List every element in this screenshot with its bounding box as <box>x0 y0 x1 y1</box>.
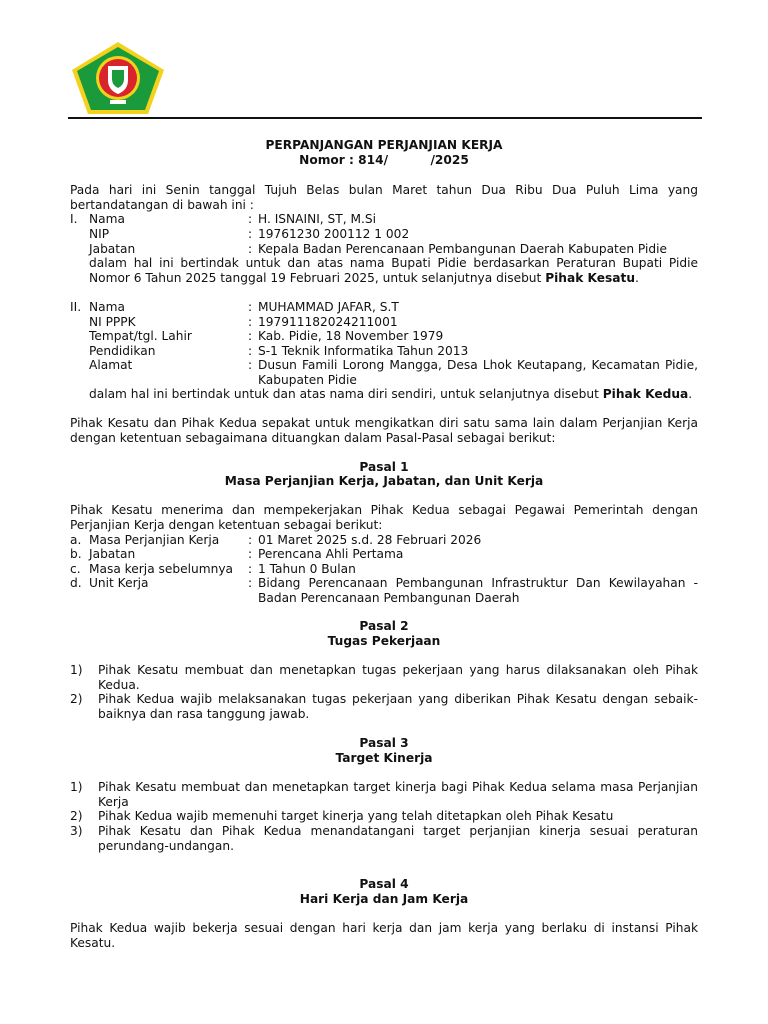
pasal1-subheading: Masa Perjanjian Kerja, Jabatan, dan Unit Kerja <box>224 474 544 488</box>
pasal1-item-label: Jabatan <box>89 547 136 561</box>
pasal2-item-text: Pihak Kedua wajib melaksanakan tugas pekerjaan yang diberikan Pihak Kesatu dengan sebaik-baiknya dan rasa tanggung jawab. <box>98 692 698 721</box>
pasal1-item-value: : Bidang Perencanaan Pembangunan Infrastruktur Dan Kewilayahan - Badan Perencanaan Pembangunan Daerah <box>248 576 698 605</box>
party2-education-label: Pendidikan <box>89 344 156 358</box>
party1-name-label: Nama <box>89 212 125 226</box>
party1-position-value: : Kepala Badan Perencanaan Pembangunan Daerah Kabupaten Pidie <box>248 242 668 256</box>
pasal2-item-marker: 1) <box>70 663 83 677</box>
pasal3-item-marker: 1) <box>70 780 83 794</box>
pasal3-heading: Pasal 3 <box>359 736 409 750</box>
pasal1-item-label: Unit Kerja <box>89 576 149 590</box>
document-title: PERPANJANGAN PERJANJIAN KERJA <box>265 138 503 152</box>
pasal1-item-marker: b. <box>70 547 82 561</box>
party2-education-value: : S-1 Teknik Informatika Tahun 2013 <box>248 344 469 358</box>
party2-statement: dalam hal ini bertindak untuk dan atas nama diri sendiri, untuk selanjutnya disebut Pihak Kedua. <box>89 387 693 401</box>
pasal1-item-label: Masa Perjanjian Kerja <box>89 533 220 547</box>
pasal1-item-value: : 01 Maret 2025 s.d. 28 Februari 2026 <box>248 533 482 547</box>
party2-name-label: Nama <box>89 300 125 314</box>
pasal1-item-value: : Perencana Ahli Pertama <box>248 547 404 561</box>
pasal3-item-text: Pihak Kesatu membuat dan menetapkan target kinerja bagi Pihak Kedua selama masa Perjanjian Kerja <box>98 780 698 809</box>
party2-address-value: : Dusun Famili Lorong Mangga, Desa Lhok Keutapang, Kecamatan Pidie, Kabupaten Pidie <box>248 358 698 387</box>
party2-name-value: : MUHAMMAD JAFAR, S.T <box>248 300 399 314</box>
pasal2-heading: Pasal 2 <box>359 619 409 633</box>
party2-numeral: II. <box>70 300 82 314</box>
pasal1-intro: Pihak Kesatu menerima dan mempekerjakan Pihak Kedua sebagai Pegawai Pemerintah dengan Perjanjian Kerja dengan ketentuan sebagai berikut: <box>70 503 698 532</box>
pasal1-item-marker: c. <box>70 562 81 576</box>
pasal1-item-marker: d. <box>70 576 82 590</box>
pasal4-subheading: Hari Kerja dan Jam Kerja <box>299 892 469 906</box>
pasal2-item-text: Pihak Kesatu membuat dan menetapkan tugas pekerjaan yang harus dilaksanakan oleh Pihak Kedua. <box>98 663 698 692</box>
party1-name-value: : H. ISNAINI, ST, M.Si <box>248 212 376 226</box>
pasal4-text: Pihak Kedua wajib bekerja sesuai dengan hari kerja dan jam kerja yang berlaku di instansi Pihak Kesatu. <box>70 921 698 950</box>
pasal3-item-text: Pihak Kedua wajib memenuhi target kinerja yang telah ditetapkan oleh Pihak Kesatu <box>98 809 614 823</box>
party1-position-label: Jabatan <box>89 242 136 256</box>
party2-birth-value: : Kab. Pidie, 18 November 1979 <box>248 329 444 343</box>
pasal3-item-text: Pihak Kesatu dan Pihak Kedua menandatangani target perjanjian kinerja sesuai peraturan perundang-undangan. <box>98 824 698 853</box>
pasal1-item-marker: a. <box>70 533 82 547</box>
document-number: Nomor : 814/ /2025 <box>299 153 469 167</box>
header-divider <box>68 117 702 119</box>
pidie-regency-emblem <box>70 40 166 116</box>
party1-statement: dalam hal ini bertindak untuk dan atas nama Bupati Pidie berdasarkan Peraturan Bupati Pidie Nomor 6 Tahun 2025 tanggal 19 Februari 2025, untuk selanjutnya disebut Pihak Kesatu. <box>89 256 698 285</box>
pasal2-subheading: Tugas Pekerjaan <box>327 634 441 648</box>
party2-nipppk-value: : 197911182024211001 <box>248 315 398 329</box>
party1-nip-label: NIP <box>89 227 110 241</box>
pasal3-item-marker: 3) <box>70 824 83 838</box>
party1-numeral: I. <box>70 212 78 226</box>
pasal1-item-label: Masa kerja sebelumnya <box>89 562 234 576</box>
agreement-paragraph: Pihak Kesatu dan Pihak Kedua sepakat untuk mengikatkan diri satu sama lain dalam Perjanjian Kerja dengan ketentuan sebagaimana dituangkan dalam Pasal-Pasal sebagai berikut: <box>70 416 698 445</box>
party2-birth-label: Tempat/tgl. Lahir <box>89 329 192 343</box>
party2-address-label: Alamat <box>89 358 133 372</box>
pasal1-item-value: : 1 Tahun 0 Bulan <box>248 562 356 576</box>
intro-paragraph: Pada hari ini Senin tanggal Tujuh Belas bulan Maret tahun Dua Ribu Dua Puluh Lima yang bertandatangan di bawah ini : <box>70 183 698 212</box>
party1-nip-value: : 19761230 200112 1 002 <box>248 227 410 241</box>
pasal3-item-marker: 2) <box>70 809 83 823</box>
pasal3-subheading: Target Kinerja <box>335 751 433 765</box>
party2-nipppk-label: NI PPPK <box>89 315 136 329</box>
pasal1-heading: Pasal 1 <box>359 460 409 474</box>
pasal4-heading: Pasal 4 <box>359 877 409 891</box>
pasal2-item-marker: 2) <box>70 692 83 706</box>
